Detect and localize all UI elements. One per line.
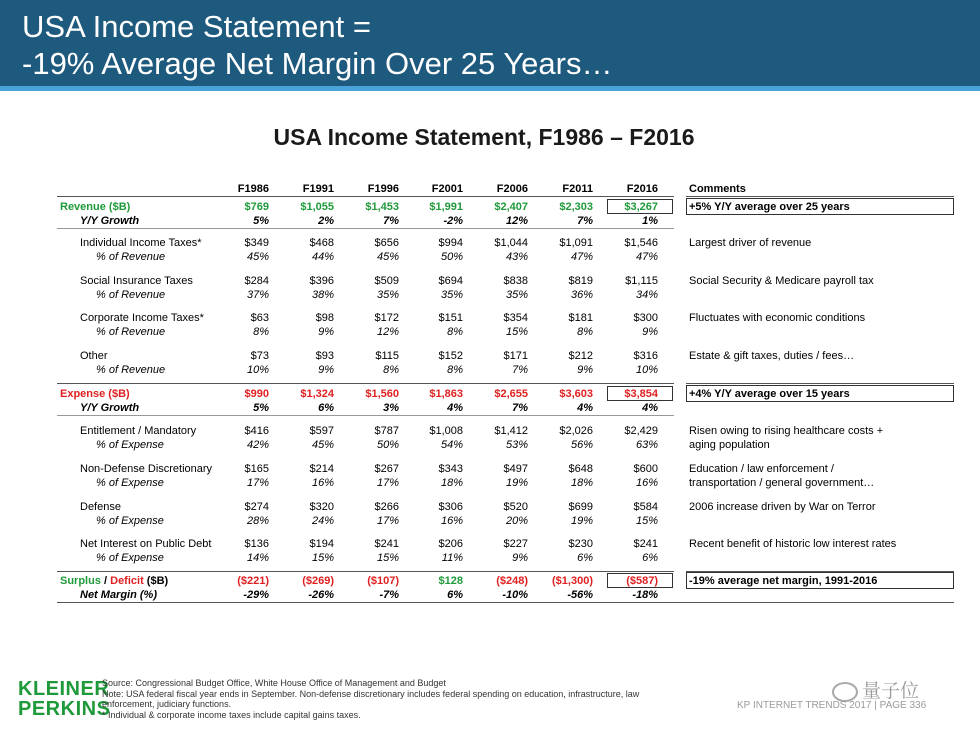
revenue-item-comment: Estate & gift taxes, duties / fees… [689,349,855,362]
expense-rule [57,415,674,416]
expense-item-comment-2: transportation / general government… [689,476,875,489]
year-header: F2001 [431,183,463,195]
revenue-item-value: $98 [315,312,334,325]
expense-item-pct: 17% [376,476,399,489]
revenue-item-label: Social Insurance Taxes [80,274,193,287]
revenue-item-value: $1,044 [494,237,528,249]
watermark-icon [832,682,858,702]
revenue-item-value: $152 [438,349,463,362]
logo-line1: KLEINER [18,678,110,700]
net-margin-value: -56% [567,589,593,601]
expense-label: Expense ($B) [60,388,130,400]
expense-value: $3,603 [559,388,593,400]
revenue-item-pct: 47% [635,251,658,263]
surplus-word: Surplus [60,575,101,587]
expense-item-value: $600 [633,462,658,475]
table-title: USA Income Statement, F1986 – F2016 [273,124,695,150]
revenue-item-pct: 10% [246,363,269,376]
expense-item-label: Net Interest on Public Debt [80,538,212,551]
revenue-item-value: $93 [315,349,334,362]
expense-item-pct-label: % of Expense [96,476,164,489]
revenue-item-value: $694 [438,274,463,287]
revenue-item-value: $73 [250,349,269,362]
revenue-item-pct: 9% [318,326,334,339]
revenue-item-value: $819 [568,274,593,287]
expense-item-value: $343 [438,462,463,475]
expense-item-pct: 16% [311,476,334,489]
revenue-item-value: $300 [633,312,658,325]
expense-item-pct-label: % of Expense [96,439,164,451]
revenue-growth-value: 7% [577,215,593,227]
year-header: F1996 [367,183,399,195]
highlight-box [607,573,673,588]
revenue-item-pct: 43% [505,251,528,263]
revenue-value: $3,267 [624,201,658,213]
revenue-item-value: $468 [309,237,334,249]
revenue-item-value: $172 [374,312,399,325]
surplus-comment: -19% average net margin, 1991-2016 [689,575,878,587]
expense-item-value: $699 [568,500,593,513]
revenue-item-pct-label: % of Revenue [96,288,166,301]
expense-growth-value: 7% [512,402,528,414]
expense-growth-value: 4% [577,402,593,414]
revenue-item-pct: 9% [577,363,593,376]
revenue-item-value: $212 [568,349,593,362]
expense-item-pct: 16% [440,514,463,527]
revenue-item-value: $396 [309,274,334,287]
expense-item-pct: 24% [311,514,334,527]
expense-item-pct: 63% [635,439,658,451]
unit-label: ($B) [143,575,169,587]
revenue-growth-value: 7% [383,215,399,227]
revenue-item-label: Corporate Income Taxes* [80,312,204,325]
expense-item-value: $787 [374,425,399,437]
comment-box [686,198,954,215]
revenue-item-pct: 44% [311,251,334,263]
expense-item-value: $214 [309,462,334,475]
expense-item-label: Defense [80,500,121,513]
kleiner-perkins-logo [18,679,110,719]
expense-item-value: $266 [374,500,399,513]
revenue-item-pct: 8% [383,363,399,376]
expense-item-value: $194 [309,538,334,551]
net-margin-value: 6% [447,589,463,601]
page-number: KP INTERNET TRENDS 2017 | PAGE 336 [737,700,927,711]
revenue-item-pct: 35% [505,288,528,301]
revenue-comment: +5% Y/Y average over 25 years [689,201,850,213]
highlight-box [607,386,673,401]
comment-box [686,385,954,402]
surplus-value: ($221) [237,575,269,587]
fiscal-note: Note: USA federal fiscal year ends in September. Non-defense discretionary includes federal spending on education, infrastructure, law enforcement, judiciary functions. [102,688,640,709]
revenue-item-value: $354 [503,312,528,325]
revenue-growth-value: 12% [505,215,528,227]
revenue-item-pct: 36% [570,288,593,301]
expense-item-value: $2,429 [624,425,658,437]
expense-item-pct: 53% [505,439,528,451]
expense-value: $1,863 [429,388,463,400]
revenue-item-pct: 8% [253,326,269,339]
expense-item-value: $227 [503,538,528,551]
revenue-item-value: $171 [503,349,528,362]
revenue-value: $1,055 [300,201,334,213]
expense-item-pct: 17% [246,476,269,489]
expense-item-pct: 16% [635,476,658,489]
expense-item-comment: Risen owing to rising healthcare costs + [689,425,884,437]
net-margin-value: -10% [502,589,528,601]
expense-item-comment: Education / law enforcement / [689,462,834,475]
label-separator: / [100,575,111,587]
expense-item-pct: 50% [376,439,399,451]
revenue-item-value: $115 [375,349,399,362]
revenue-item-value: $1,546 [624,237,658,249]
revenue-item-value: $349 [244,237,269,249]
revenue-item-comment: Social Security & Medicare payroll tax [689,274,874,287]
revenue-value: $2,407 [494,201,528,213]
revenue-item-pct: 45% [376,251,399,263]
revenue-item-pct: 7% [512,363,528,376]
expense-value: $2,655 [494,388,528,400]
revenue-item-pct: 12% [376,326,399,339]
revenue-item-label: Individual Income Taxes* [80,237,202,249]
revenue-growth-value: 2% [318,215,334,227]
revenue-item-pct-label: % of Revenue [96,326,166,339]
source-note: Source: Congressional Budget Office, White House Office of Management and Budget [102,678,446,688]
expense-item-pct: 42% [246,439,269,451]
revenue-item-value: $994 [438,237,463,249]
revenue-item-value: $656 [374,237,399,249]
revenue-item-pct: 34% [635,288,658,301]
expense-item-value: $1,412 [494,425,528,437]
expense-value: $3,854 [624,388,658,400]
revenue-label: Revenue ($B) [60,201,131,213]
logo-line2: PERKINS [18,698,111,720]
revenue-item-pct: 10% [635,363,658,376]
net-margin-value: -7% [379,589,399,601]
expense-item-pct: 15% [635,514,658,527]
surplus-value: $128 [438,575,463,587]
expense-item-value: $306 [438,500,463,513]
expense-item-pct: 56% [570,439,593,451]
revenue-growth-value: 1% [642,215,658,227]
expense-growth-value: 4% [447,402,463,414]
expense-item-pct: 18% [440,476,463,489]
expense-item-pct: 9% [512,552,528,565]
expense-item-value: $648 [568,462,593,475]
revenue-item-value: $1,115 [625,274,658,287]
expense-item-value: $241 [374,538,399,551]
revenue-item-pct: 38% [311,288,334,301]
expense-item-pct: 17% [376,514,399,527]
revenue-item-pct: 8% [447,326,463,339]
revenue-item-pct: 9% [642,326,658,339]
expense-item-pct: 28% [246,514,269,527]
revenue-value: $1,453 [365,201,399,213]
expense-item-pct: 19% [570,514,593,527]
revenue-item-value: $151 [438,312,463,325]
revenue-item-comment: Fluctuates with economic conditions [689,312,866,325]
year-header: F1986 [237,183,269,195]
expense-item-value: $267 [374,462,399,475]
surplus-value: ($107) [367,575,399,587]
expense-item-value: $597 [309,425,334,437]
header-rule [57,196,674,197]
expense-item-label: Entitlement / Mandatory [80,425,197,437]
revenue-rule [57,228,674,229]
net-margin-label: Net Margin (%) [80,589,157,601]
expense-item-comment-2: aging population [689,439,770,451]
revenue-item-pct: 8% [577,326,593,339]
expense-item-comment: Recent benefit of historic low interest rates [689,538,897,551]
revenue-item-comment: Largest driver of revenue [689,237,812,249]
surplus-deficit-label [60,575,168,588]
expense-item-value: $165 [244,462,269,475]
expense-item-pct: 6% [642,552,658,565]
year-header: F1991 [302,183,334,195]
comment-box [686,572,954,589]
expense-comment: +4% Y/Y average over 15 years [689,388,850,400]
expense-item-pct-label: % of Expense [96,552,164,565]
expense-item-pct: 19% [505,476,528,489]
revenue-growth-label: Y/Y Growth [80,215,140,227]
revenue-item-value: $838 [503,274,528,287]
expense-item-value: $497 [503,462,528,475]
expense-value: $1,560 [365,388,399,400]
revenue-section-rule [57,383,674,384]
expense-growth-value: 3% [383,402,399,414]
expense-item-pct: 15% [311,552,334,565]
net-margin-value: -26% [308,589,334,601]
footnote: * Individual & corporate income taxes include capital gains taxes. [102,709,361,720]
year-header: F2011 [562,183,593,195]
expense-item-pct: 14% [246,552,269,565]
expense-item-value: $584 [633,500,658,513]
highlight-box [607,199,673,214]
expense-item-value: $136 [244,538,269,551]
revenue-item-pct: 9% [318,363,334,376]
year-header: F2006 [496,183,528,195]
revenue-item-pct: 35% [440,288,463,301]
header-title-line2: -19% Average Net Margin Over 25 Years… [22,46,613,81]
revenue-value: $769 [244,201,269,213]
revenue-item-value: $1,091 [559,237,593,249]
footer-notes [102,678,692,720]
revenue-value: $1,991 [429,201,463,213]
revenue-item-pct: 50% [440,251,463,263]
revenue-item-value: $316 [633,349,658,362]
expense-item-value: $416 [244,425,269,437]
expense-item-value: $2,026 [559,425,593,437]
revenue-item-pct: 45% [246,251,269,263]
expense-item-pct: 6% [577,552,593,565]
expense-item-pct: 15% [376,552,399,565]
comments-header: Comments [689,183,746,195]
revenue-item-pct: 8% [447,363,463,376]
revenue-item-value: $284 [244,274,269,287]
net-margin-value: -29% [243,589,269,601]
revenue-item-value: $181 [568,312,593,325]
expense-growth-label: Y/Y Growth [80,402,140,414]
year-header: F2016 [626,183,658,195]
watermark-text: 量子位 [862,681,920,702]
expense-item-pct: 45% [311,439,334,451]
expense-item-value: $230 [568,538,593,551]
expense-item-value: $1,008 [429,425,463,437]
comments-header-rule [686,196,954,197]
header-title-line1: USA Income Statement = [22,9,371,44]
revenue-item-pct: 15% [505,326,528,339]
header-banner [0,0,980,91]
expense-item-label: Non-Defense Discretionary [80,462,213,475]
revenue-item-label: Other [80,349,108,362]
expense-item-pct: 18% [570,476,593,489]
expense-item-value: $520 [503,500,528,513]
revenue-item-value: $63 [250,312,269,325]
expense-item-value: $206 [438,538,463,551]
expense-item-comment: 2006 increase driven by War on Terror [689,500,876,513]
revenue-item-pct: 35% [376,288,399,301]
watermark [832,676,919,703]
revenue-growth-value: 5% [253,215,269,227]
surplus-value: ($248) [496,575,528,587]
deficit-word: Deficit [110,575,144,587]
revenue-item-pct: 37% [246,288,269,301]
expense-value: $990 [244,388,269,400]
net-margin-value: -18% [632,589,658,601]
surplus-value: ($269) [302,575,334,587]
expense-growth-value: 6% [318,402,334,414]
expense-growth-value: 4% [642,402,658,414]
revenue-item-pct-label: % of Revenue [96,251,166,263]
expense-growth-value: 5% [253,402,269,414]
expense-value: $1,324 [300,388,334,400]
revenue-growth-value: -2% [443,215,463,227]
expense-item-pct: 11% [441,552,463,565]
revenue-value: $2,303 [559,201,593,213]
revenue-comments-rule [686,383,954,384]
surplus-value: ($587) [626,575,658,587]
expense-item-pct: 54% [440,439,463,451]
table-bottom-rule [57,602,954,603]
expense-item-value: $274 [244,500,269,513]
surplus-value: ($1,300) [552,575,593,587]
revenue-item-pct-label: % of Revenue [96,363,166,376]
expense-item-pct: 20% [505,514,528,527]
expense-item-pct-label: % of Expense [96,514,164,527]
expense-item-value: $320 [309,500,334,513]
expense-section-rule [57,571,674,572]
revenue-item-pct: 47% [570,251,593,263]
revenue-item-value: $509 [374,274,399,287]
expense-item-value: $241 [633,538,658,551]
